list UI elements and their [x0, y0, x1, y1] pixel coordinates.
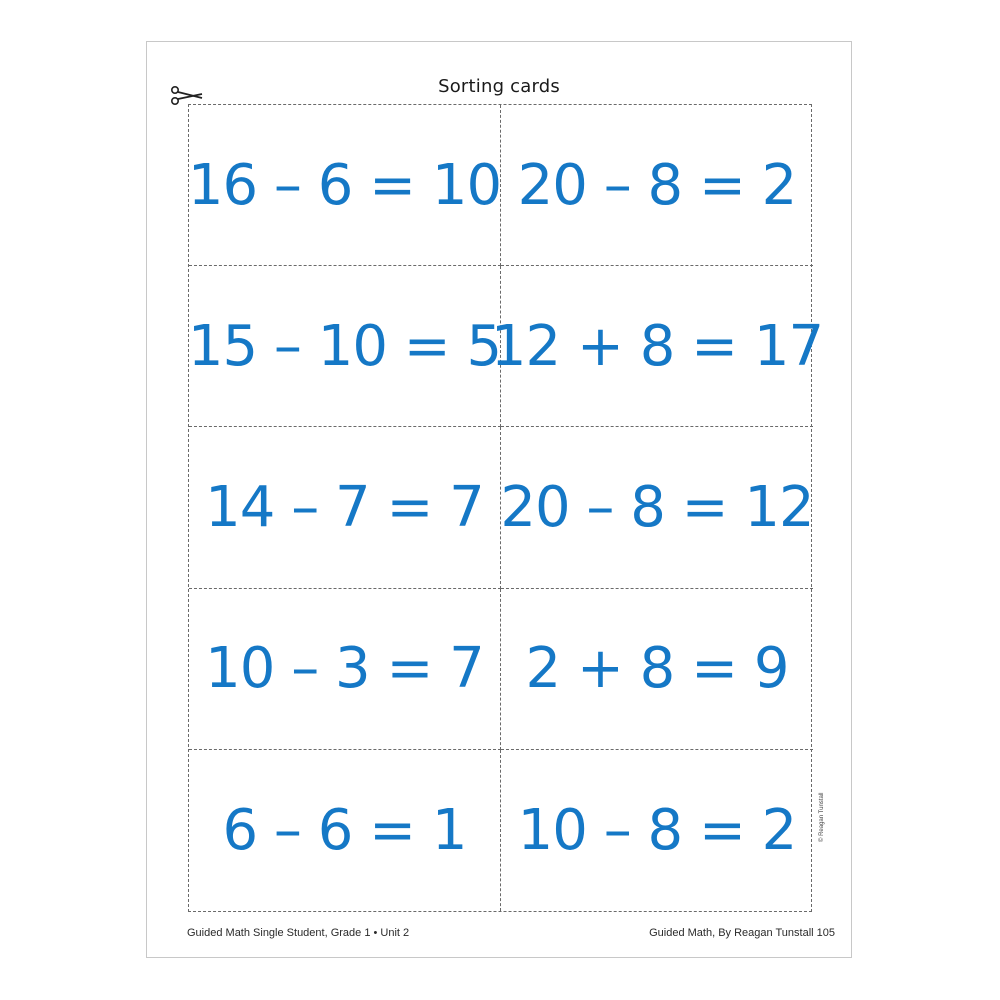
footer-author-page: Guided Math, By Reagan Tunstall 105: [649, 927, 835, 939]
card-equation: 14 – 7 = 7: [205, 474, 484, 540]
card-equation: 20 – 8 = 2: [517, 152, 797, 218]
card-equation: 2 + 8 = 9: [525, 636, 789, 702]
card-equation: 12 + 8 = 17: [490, 313, 824, 379]
sorting-card: [501, 589, 813, 750]
sorting-card: [501, 105, 813, 266]
sorting-card: [189, 105, 501, 266]
footer-book-info: Guided Math Single Student, Grade 1 • Unit 2: [187, 927, 410, 939]
sorting-card: [189, 750, 501, 911]
card-equation: 16 – 6 = 10: [187, 152, 502, 218]
sorting-card: [490, 266, 824, 427]
sorting-card: [189, 266, 501, 427]
worksheet-page: [146, 41, 852, 958]
card-equation: 10 – 8 = 2: [517, 797, 797, 863]
sorting-card: [189, 589, 501, 750]
copyright-notice: © Reagan Tunstall: [819, 792, 825, 842]
sorting-card: [501, 427, 813, 588]
card-equation: 6 – 6 = 1: [222, 797, 467, 863]
sorting-card: [189, 427, 501, 588]
card-equation: 15 – 10 = 5: [187, 313, 502, 379]
card-equation: 20 – 8 = 12: [500, 474, 814, 540]
sorting-card: [501, 750, 813, 911]
card-equation: 10 – 3 = 7: [205, 636, 484, 702]
page-title: Sorting cards: [438, 76, 560, 97]
